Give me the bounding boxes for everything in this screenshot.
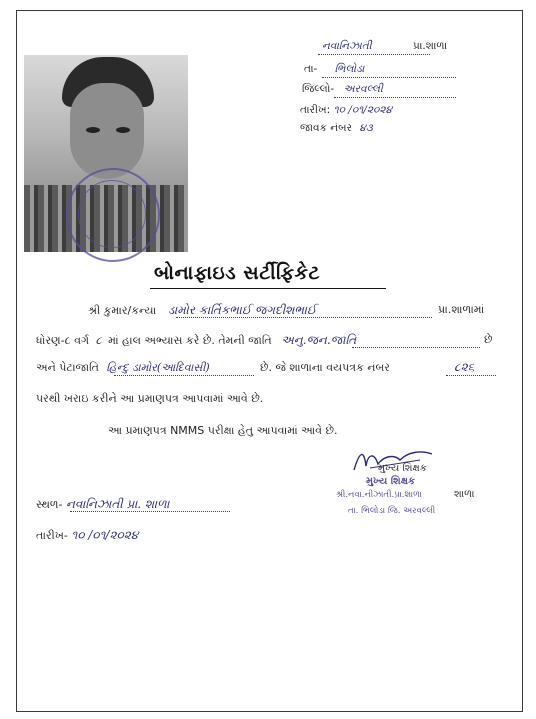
header-outward-no: જાવક નંબર ૪૩ bbox=[300, 122, 373, 134]
header-district: જિલ્લો- અરવલ્લી bbox=[302, 83, 383, 95]
header-school-name: નવાનિઝાતી bbox=[322, 40, 372, 52]
school-stamp-on-photo bbox=[66, 168, 160, 262]
body-line-2: ધોરણ-૮ વર્ગ ૮ માં હાલ અભ્યાસ કરે છે. તેમની જાતિ અનુ.જન.જાતિ bbox=[36, 333, 357, 347]
body-line-3: અને પેટાજાતિ હિન્દુ ડામોર(આદિવાસી) bbox=[36, 361, 210, 374]
stamp-place: તા. ભિલોડા જિ. અરવલ્લી bbox=[348, 506, 436, 516]
signature-role-printed: મુખ્ય શિક્ષક bbox=[378, 463, 427, 474]
footer-place: સ્થળ- નવાનિઝાતી પ્રા. શાળા bbox=[36, 497, 170, 511]
header-school bbox=[322, 40, 447, 53]
certificate-title: બોનાફાઇડ સર્ટીફિકેટ bbox=[154, 262, 321, 284]
header-school-suffix: પ્રા.શાળા bbox=[413, 40, 448, 52]
header-date-value: ૧૦ /૦૧/૨૦૨૪ bbox=[333, 104, 392, 116]
body-line-1-suffix: પ્રા.શાળામાં bbox=[438, 303, 485, 316]
footer-date-value: ૧૦ /૦૧/૨૦૨૪ bbox=[71, 528, 139, 542]
caste-value: અનુ.જન.જાતિ bbox=[281, 333, 357, 347]
body-line-4: પરથી ખરાઇ કરીને આ પ્રમાણપત્ર આપવામાં આવે છે. bbox=[36, 392, 264, 405]
student-name: ડામોર કાર્તિકભાઈ જગદીશભાઈ bbox=[167, 303, 317, 317]
footer-date: તારીખ- ૧૦ /૦૧/૨૦૨૪ bbox=[36, 528, 139, 542]
class-value: ૮ bbox=[95, 334, 102, 347]
signature-role-stamp: મુખ્ય શિક્ષક bbox=[366, 476, 416, 487]
header-taluka: તા- ભિલોડા bbox=[304, 63, 365, 75]
header-date: તારીખ: ૧૦ /૦૧/૨૦૨૪ bbox=[300, 104, 392, 116]
body-line-1: શ્રી કુમાર/કન્યા ડામોર કાર્તિકભાઈ જગદીશભાઈ bbox=[88, 303, 317, 317]
stamp-school-name: શ્રી.નવા.નીઝાતી.પ્રા.શાળા bbox=[336, 490, 422, 500]
header-district-value: અરવલ્લી bbox=[343, 83, 383, 95]
header-taluka-value: ભિલોડા bbox=[334, 63, 365, 75]
body-line-5: આ પ્રમાણપત્ર NMMS પરીક્ષા હેતુ આપવામાં આવે છે. bbox=[108, 424, 338, 437]
title-underline bbox=[150, 288, 386, 289]
subcaste-value: હિન્દુ ડામોર(આદિવાસી) bbox=[106, 361, 210, 374]
footer-place-value: નવાનિઝાતી પ્રા. શાળા bbox=[65, 497, 170, 511]
register-value: ૮૨૬ bbox=[454, 360, 475, 374]
header-outward-value: ૪૩ bbox=[359, 122, 373, 134]
signature-school-suffix: શાળા bbox=[454, 489, 475, 500]
